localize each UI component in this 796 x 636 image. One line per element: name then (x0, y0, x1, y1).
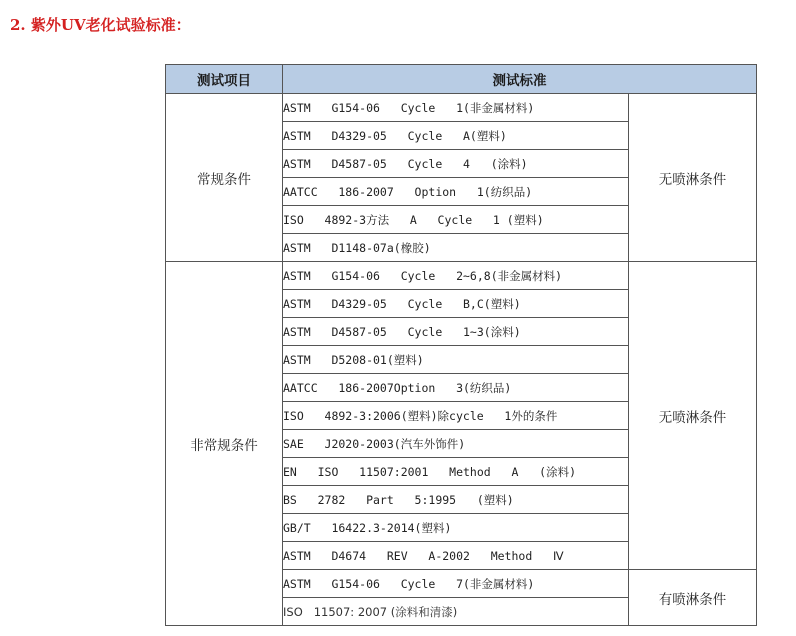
table-row (166, 262, 757, 290)
standard-cell: AATCC 186-2007 Option 1(纺织品) (283, 178, 629, 206)
standard-cell: AATCC 186-2007Option 3(纺织品) (283, 374, 629, 402)
table-header-row (166, 65, 757, 94)
table-row (166, 94, 757, 122)
standard-cell: ISO 4892-3:2006(塑料)除cycle 1外的条件 (283, 402, 629, 430)
standard-cell: ASTM D5208-01(塑料) (283, 346, 629, 374)
standard-cell: ASTM D4674 REV A-2002 Method Ⅳ (283, 542, 629, 570)
standard-cell: ASTM G154-06 Cycle 7(非金属材料) (283, 570, 629, 598)
uv-aging-standards-table (165, 64, 757, 626)
standard-cell: ASTM D1148-07a(橡胶) (283, 234, 629, 262)
test-item-cell: 常规条件 (166, 94, 283, 262)
standard-cell: GB/T 16422.3-2014(塑料) (283, 514, 629, 542)
section-heading: 2. 紫外UV老化试验标准： (10, 16, 191, 34)
spray-condition-cell: 有喷淋条件 (629, 570, 757, 626)
standard-cell: ASTM D4587-05 Cycle 1~3(涂料) (283, 318, 629, 346)
standard-cell: SAE J2020-2003(汽车外饰件) (283, 430, 629, 458)
standard-cell: ASTM D4329-05 Cycle A(塑料) (283, 122, 629, 150)
condition-cell: 无喷淋条件 (629, 94, 757, 262)
standard-cell: BS 2782 Part 5:1995 (塑料) (283, 486, 629, 514)
standard-cell: ASTM G154-06 Cycle 2~6,8(非金属材料) (283, 262, 629, 290)
standard-cell: EN ISO 11507:2001 Method A (涂料) (283, 458, 629, 486)
condition-cell: 无喷淋条件 (629, 262, 757, 570)
header-test-standard: 测试标准 (283, 65, 757, 94)
standard-cell: ASTM G154-06 Cycle 1(非金属材料) (283, 94, 629, 122)
standard-cell: ISO 4892-3方法 A Cycle 1 (塑料) (283, 206, 629, 234)
header-test-item: 测试项目 (166, 65, 283, 94)
standard-cell: ISO 11507: 2007 (涂料和清漆) (283, 598, 629, 626)
standard-cell: ASTM D4587-05 Cycle 4 (涂料) (283, 150, 629, 178)
standard-cell: ASTM D4329-05 Cycle B,C(塑料) (283, 290, 629, 318)
test-item-cell: 非常规条件 (166, 262, 283, 626)
